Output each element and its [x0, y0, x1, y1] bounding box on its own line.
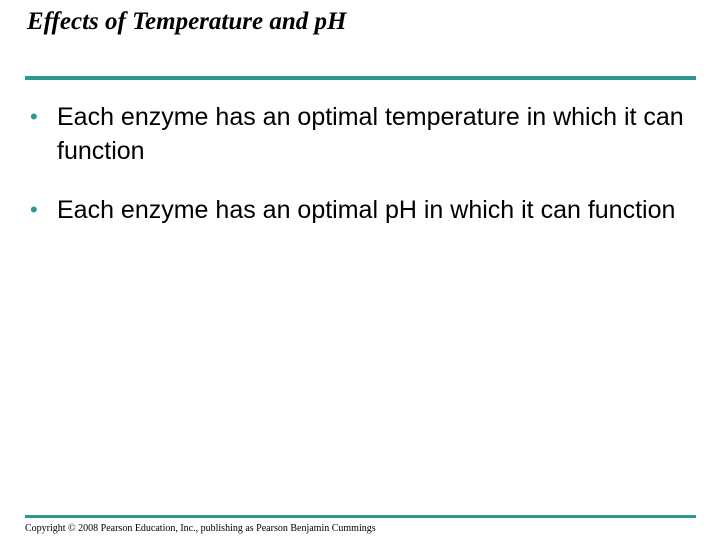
footer-divider	[25, 515, 696, 518]
bullet-marker: •	[30, 104, 38, 129]
bullet-item	[30, 193, 700, 227]
bullet-text: Each enzyme has an optimal temperature in which it can function	[57, 103, 684, 165]
bullet-list	[30, 100, 700, 252]
slide-title: Effects of Temperature and pH	[27, 8, 347, 35]
bullet-item	[30, 100, 700, 168]
copyright-footer: Copyright © 2008 Pearson Education, Inc., publishing as Pearson Benjamin Cummings	[25, 523, 376, 534]
bullet-marker: •	[30, 197, 38, 222]
bullet-text: Each enzyme has an optimal pH in which it can function	[57, 196, 676, 224]
title-divider	[25, 76, 696, 80]
